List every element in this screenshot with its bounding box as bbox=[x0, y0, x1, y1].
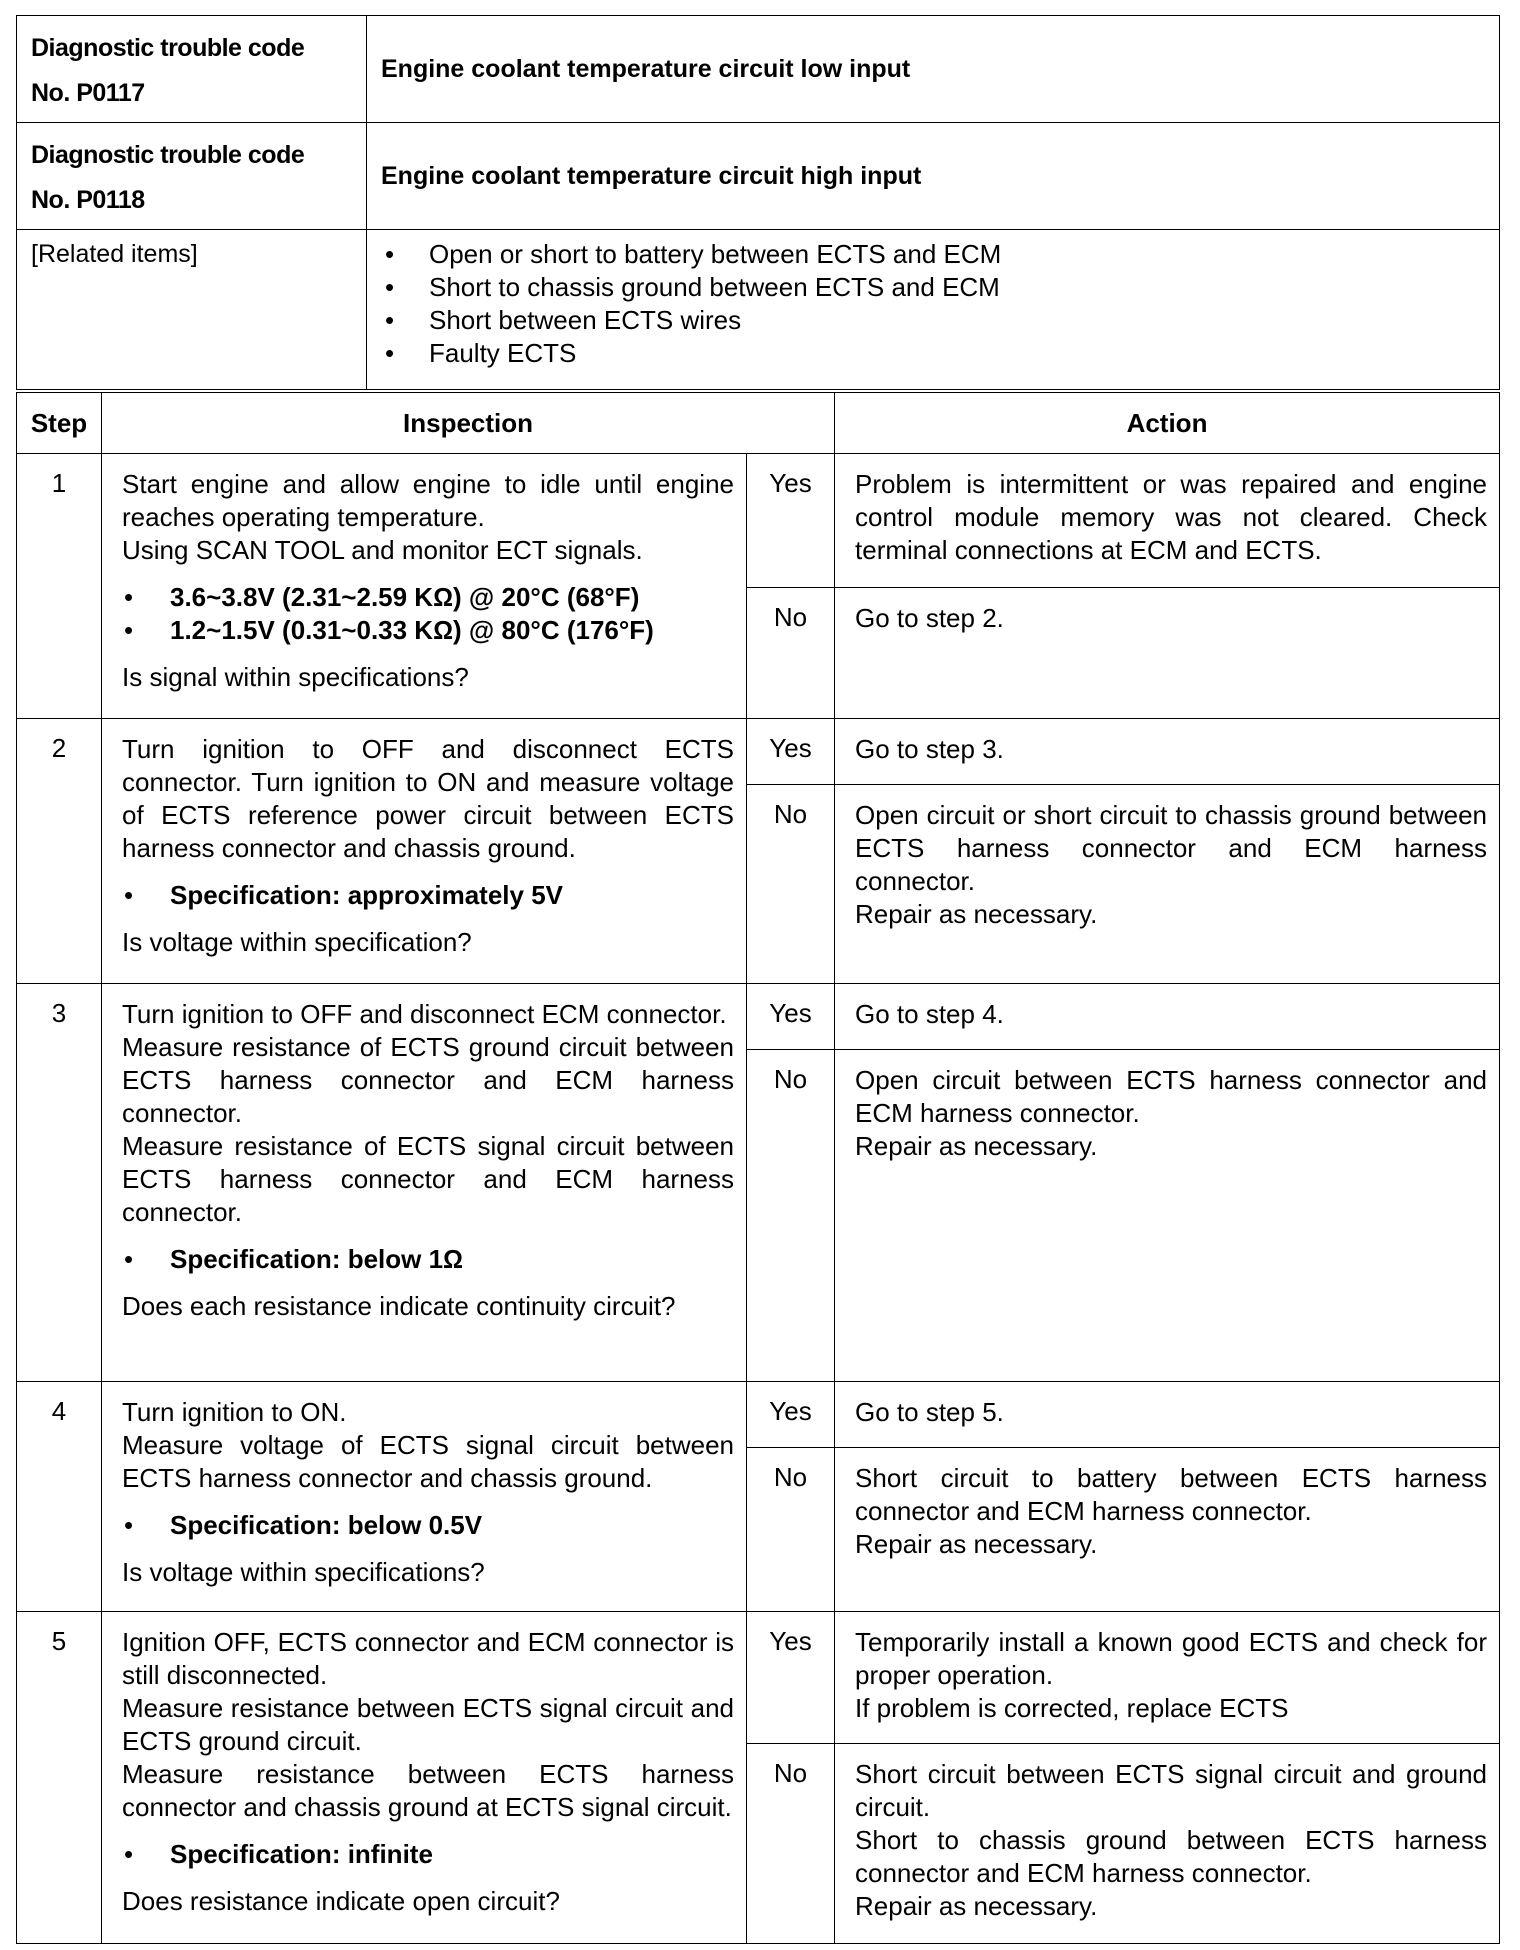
specification-item: • 1.2~1.5V (0.31~0.33 KΩ) @ 80°C (176°F) bbox=[122, 614, 734, 647]
related-item: • Open or short to battery between ECTS and ECM bbox=[381, 238, 1485, 271]
column-header-step: Step bbox=[17, 393, 102, 454]
step-number: 3 bbox=[17, 984, 102, 1382]
inspection-cell bbox=[102, 1382, 747, 1612]
no-action bbox=[835, 1050, 1500, 1382]
inspection-cell bbox=[102, 984, 747, 1382]
yes-label: Yes bbox=[747, 1382, 835, 1448]
inspection-question: Does each resistance indicate continuity circuit? bbox=[122, 1291, 676, 1321]
spec-list bbox=[122, 1509, 734, 1542]
dtc-title: Engine coolant temperature circuit low input bbox=[367, 16, 1500, 123]
related-item: • Short to chassis ground between ECTS and ECM bbox=[381, 271, 1485, 304]
yes-action bbox=[835, 719, 1500, 785]
inspection-question: Is signal within specifications? bbox=[122, 662, 469, 692]
yes-label: Yes bbox=[747, 719, 835, 785]
no-action-text: Short to chassis ground between ECTS harness connector and ECM harness connector. bbox=[855, 1825, 1487, 1888]
dtc-code-label: Diagnostic trouble code bbox=[31, 141, 305, 169]
related-item: • Faulty ECTS bbox=[381, 337, 1485, 370]
yes-action bbox=[835, 984, 1500, 1050]
no-label: No bbox=[747, 1050, 835, 1382]
no-action bbox=[835, 785, 1500, 984]
yes-label: Yes bbox=[747, 454, 835, 588]
inspection-text: Turn ignition to OFF and disconnect ECTS connector. Turn ignition to ON and measure voltage of ECTS reference power circuit between ECTS harness connector and chassis ground. bbox=[122, 734, 734, 863]
dtc-code-number: No. P0117 bbox=[31, 79, 145, 107]
no-label: No bbox=[747, 785, 835, 984]
inspection-text: Measure resistance of ECTS signal circuit between ECTS harness connector and ECM harness connector. bbox=[122, 1131, 734, 1227]
no-label: No bbox=[747, 1448, 835, 1612]
related-items-row bbox=[17, 230, 1500, 390]
spec-list bbox=[122, 581, 734, 647]
no-action-text: Repair as necessary. bbox=[855, 899, 1098, 929]
dtc-row bbox=[17, 16, 1500, 123]
dtc-title: Engine coolant temperature circuit high input bbox=[367, 123, 1500, 230]
related-items-list bbox=[381, 238, 1485, 370]
no-action bbox=[835, 588, 1500, 719]
yes-label: Yes bbox=[747, 984, 835, 1050]
specification-item: • Specification: below 0.5V bbox=[122, 1509, 734, 1542]
inspection-cell bbox=[102, 1612, 747, 1944]
inspection-text: Ignition OFF, ECTS connector and ECM connector is still disconnected. bbox=[122, 1627, 734, 1690]
column-header-inspection: Inspection bbox=[102, 393, 835, 454]
step-number: 1 bbox=[17, 454, 102, 719]
yes-label: Yes bbox=[747, 1612, 835, 1744]
yes-action-text: Go to step 4. bbox=[855, 999, 1004, 1029]
related-items-label: [Related items] bbox=[17, 230, 367, 390]
column-header-action: Action bbox=[835, 393, 1500, 454]
no-action-text: Repair as necessary. bbox=[855, 1891, 1098, 1921]
dtc-code-number: No. P0118 bbox=[31, 186, 145, 214]
step-number: 4 bbox=[17, 1382, 102, 1612]
dtc-header-table bbox=[16, 15, 1500, 390]
step-row bbox=[17, 454, 1500, 588]
related-item: • Short between ECTS wires bbox=[381, 304, 1485, 337]
step-row bbox=[17, 719, 1500, 785]
spec-list bbox=[122, 1838, 734, 1871]
yes-action-text: Go to step 3. bbox=[855, 734, 1004, 764]
dtc-row bbox=[17, 123, 1500, 230]
inspection-text: Turn ignition to OFF and disconnect ECM connector. bbox=[122, 999, 727, 1029]
yes-action bbox=[835, 1612, 1500, 1744]
no-action-text: Repair as necessary. bbox=[855, 1529, 1098, 1559]
dtc-code-cell bbox=[17, 16, 367, 123]
no-action bbox=[835, 1744, 1500, 1944]
spec-list bbox=[122, 879, 734, 912]
no-label: No bbox=[747, 588, 835, 719]
inspection-text: Measure voltage of ECTS signal circuit between ECTS harness connector and chassis ground. bbox=[122, 1430, 734, 1493]
specification-item: • 3.6~3.8V (2.31~2.59 KΩ) @ 20°C (68°F) bbox=[122, 581, 734, 614]
no-action-text: Short circuit to battery between ECTS harness connector and ECM harness connector. bbox=[855, 1463, 1487, 1526]
inspection-text: Measure resistance between ECTS harness connector and chassis ground at ECTS signal circuit. bbox=[122, 1759, 734, 1822]
yes-action-text: Go to step 5. bbox=[855, 1397, 1004, 1427]
no-label: No bbox=[747, 1744, 835, 1944]
related-items-cell bbox=[367, 230, 1500, 390]
specification-item: • Specification: below 1Ω bbox=[122, 1243, 734, 1276]
yes-action-text: Temporarily install a known good ECTS and check for proper operation. bbox=[855, 1627, 1487, 1690]
no-action-text: Short circuit between ECTS signal circuit and ground circuit. bbox=[855, 1759, 1487, 1822]
yes-action-text: If problem is corrected, replace ECTS bbox=[855, 1693, 1289, 1723]
steps-header-row bbox=[17, 393, 1500, 454]
inspection-text: Measure resistance between ECTS signal circuit and ECTS ground circuit. bbox=[122, 1693, 734, 1756]
no-action-text: Open circuit between ECTS harness connector and ECM harness connector. bbox=[855, 1065, 1487, 1128]
dtc-code-cell bbox=[17, 123, 367, 230]
spec-list bbox=[122, 1243, 734, 1276]
inspection-question: Is voltage within specifications? bbox=[122, 1557, 485, 1587]
specification-item: • Specification: infinite bbox=[122, 1838, 734, 1871]
inspection-question: Is voltage within specification? bbox=[122, 927, 472, 957]
step-row bbox=[17, 1612, 1500, 1744]
no-action bbox=[835, 1448, 1500, 1612]
inspection-cell bbox=[102, 454, 747, 719]
inspection-cell bbox=[102, 719, 747, 984]
yes-action-text: Problem is intermittent or was repaired and engine control module memory was not cleared. Check terminal connections at ECM and ECTS. bbox=[855, 469, 1487, 565]
yes-action bbox=[835, 1382, 1500, 1448]
inspection-text: Start engine and allow engine to idle until engine reaches operating temperature. bbox=[122, 469, 734, 532]
inspection-text: Turn ignition to ON. bbox=[122, 1397, 347, 1427]
specification-item: • Specification: approximately 5V bbox=[122, 879, 734, 912]
inspection-steps-table bbox=[16, 392, 1500, 1944]
no-action-text: Repair as necessary. bbox=[855, 1131, 1098, 1161]
yes-action bbox=[835, 454, 1500, 588]
step-number: 2 bbox=[17, 719, 102, 984]
step-number: 5 bbox=[17, 1612, 102, 1944]
step-row bbox=[17, 984, 1500, 1050]
inspection-text: Measure resistance of ECTS ground circuit between ECTS harness connector and ECM harness connector. bbox=[122, 1032, 734, 1128]
no-action-text: Go to step 2. bbox=[855, 603, 1004, 633]
inspection-text: Using SCAN TOOL and monitor ECT signals. bbox=[122, 535, 643, 565]
step-row bbox=[17, 1382, 1500, 1448]
inspection-question: Does resistance indicate open circuit? bbox=[122, 1886, 560, 1916]
no-action-text: Open circuit or short circuit to chassis ground between ECTS harness connector and ECM harness connector. bbox=[855, 800, 1487, 896]
steps-body bbox=[17, 454, 1500, 1944]
dtc-code-label: Diagnostic trouble code bbox=[31, 34, 305, 62]
